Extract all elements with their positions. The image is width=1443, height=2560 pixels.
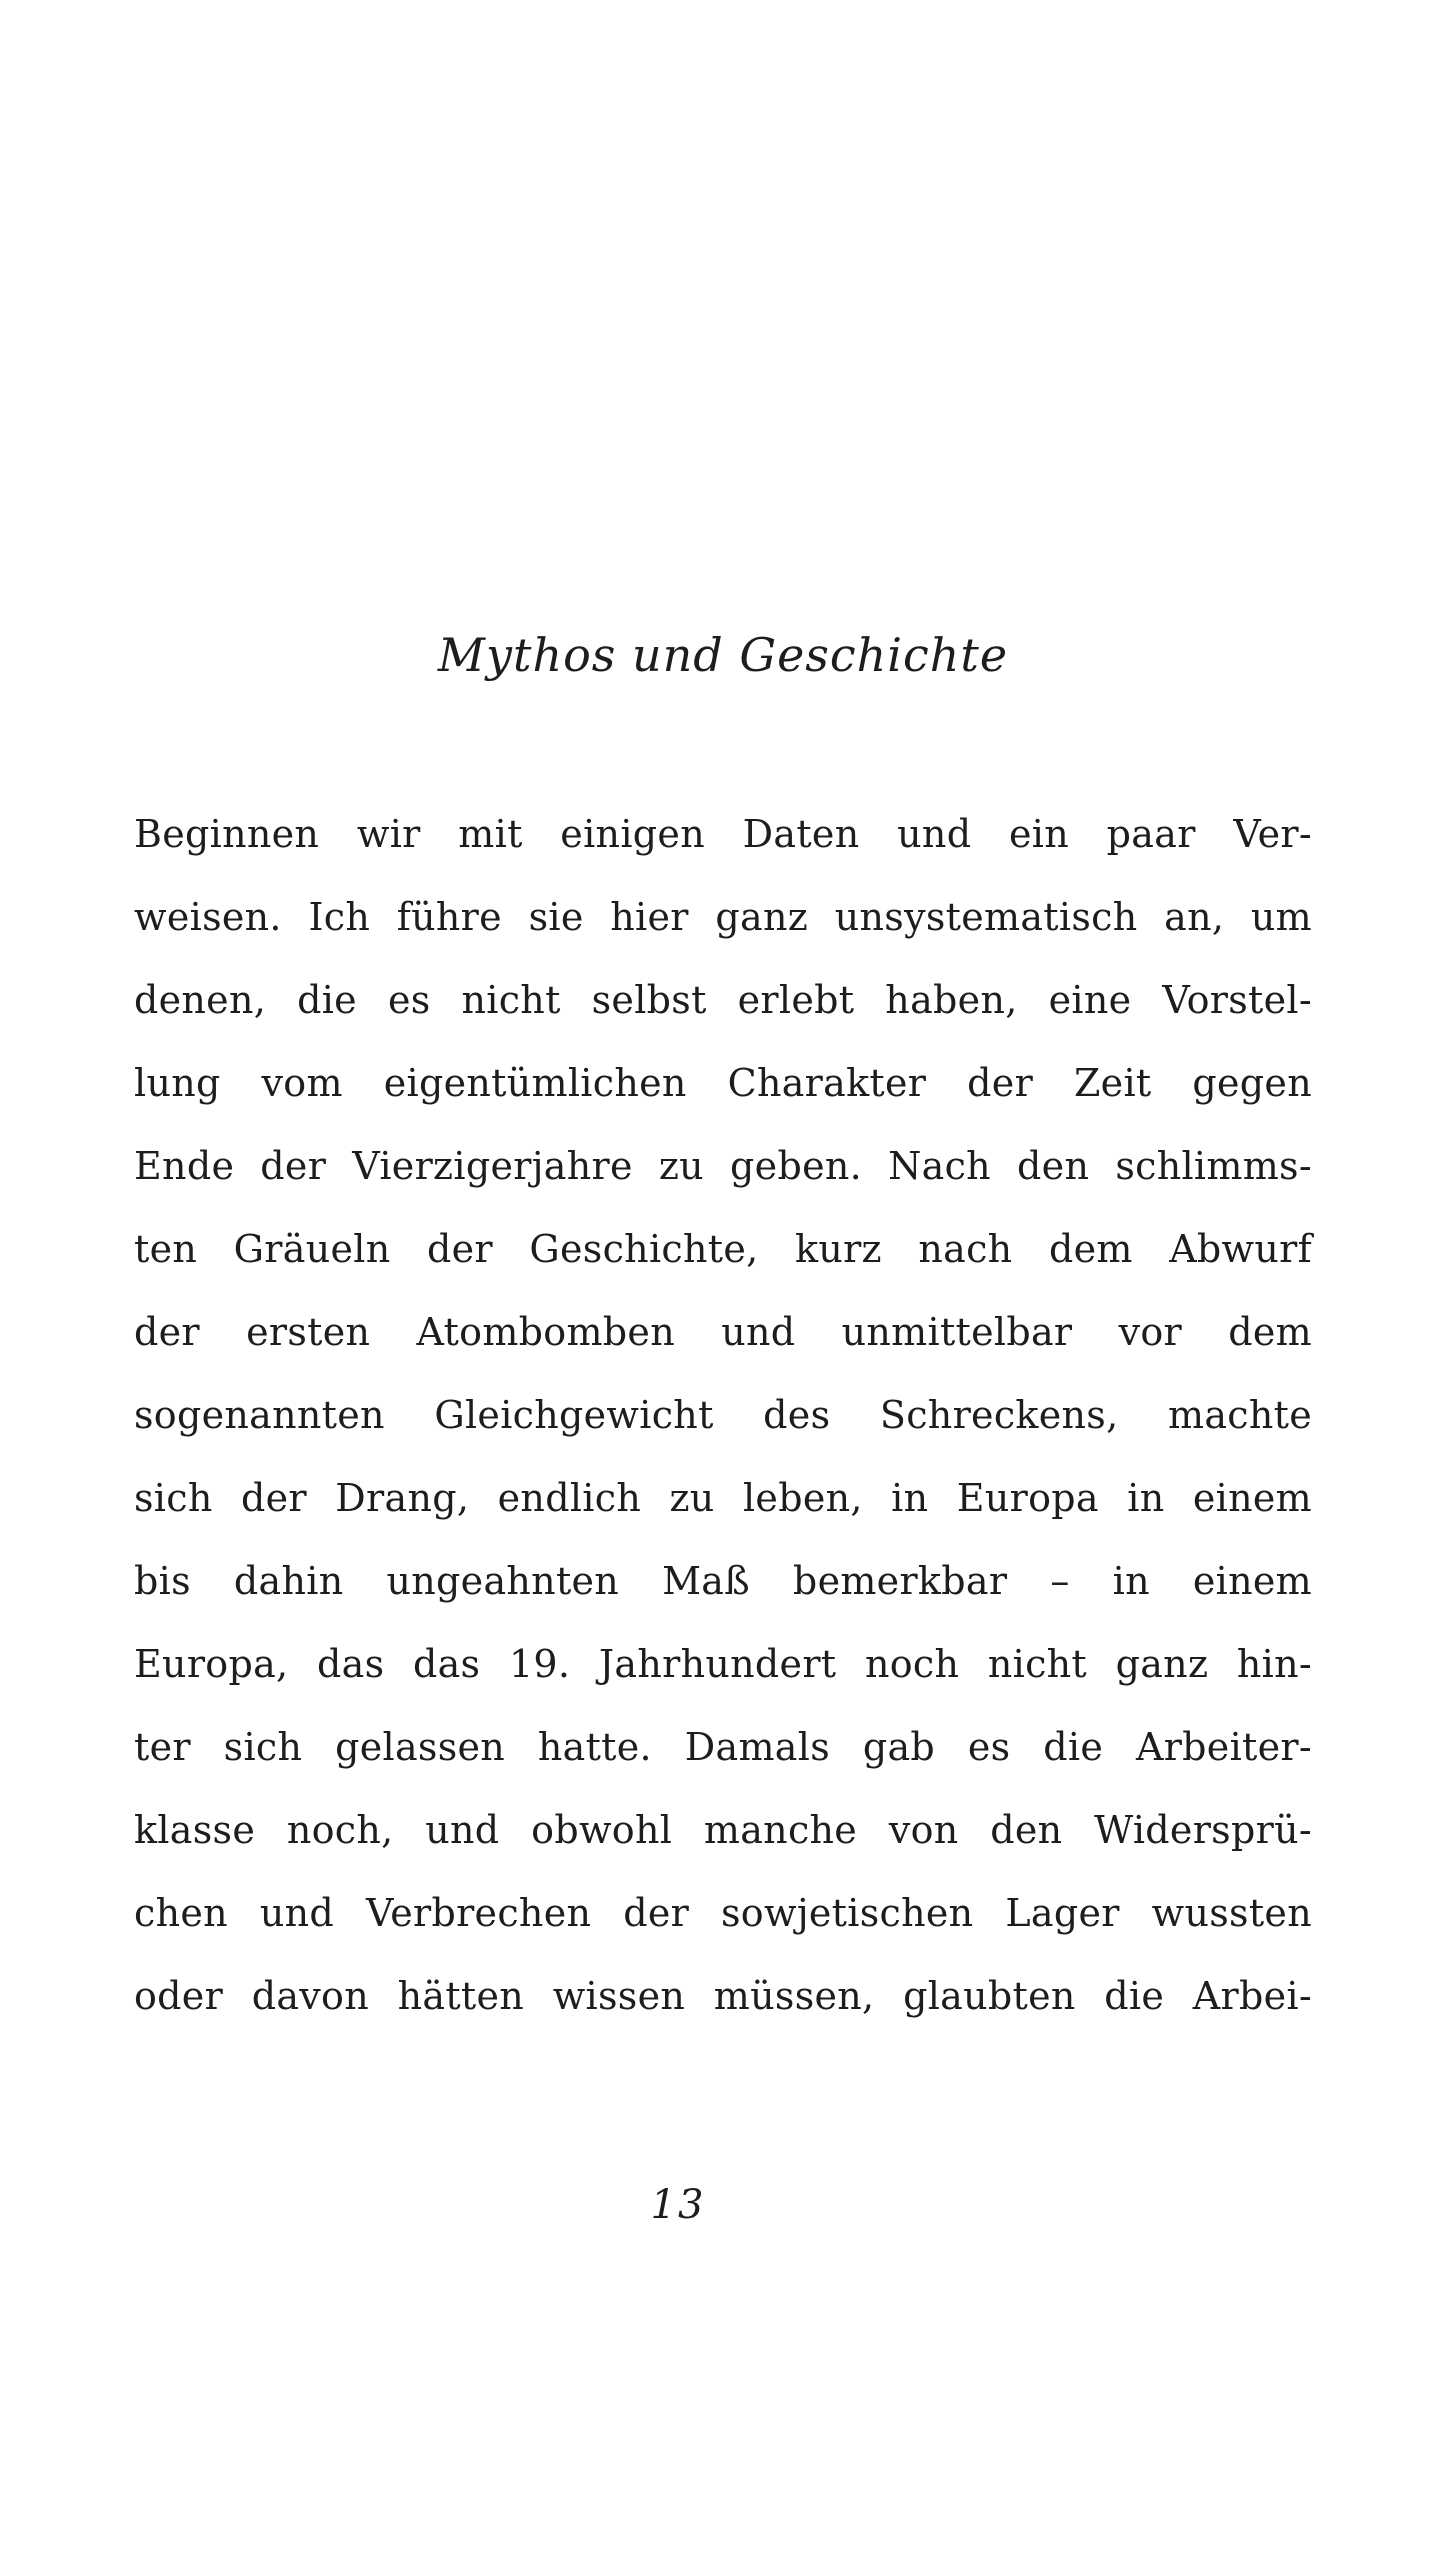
text-line: sogenannten Gleichgewicht des Schreckens, machte [134,1393,1312,1437]
text-line: sich der Drang, endlich zu leben, in Europa in einem [134,1476,1312,1520]
text-line: Beginnen wir mit einigen Daten und ein paar Ver- [134,812,1312,856]
text-line: Europa, das das 19. Jahrhundert noch nicht ganz hin- [134,1642,1312,1686]
text-line: Ende der Vierzigerjahre zu geben. Nach den schlimms- [134,1144,1312,1188]
text-line: der ersten Atombomben und unmittelbar vor dem [134,1310,1312,1354]
paragraph [134,793,1312,2038]
page-number: 13 [650,2182,706,2228]
text-line: oder davon hätten wissen müssen, glaubten die Arbei- [134,1974,1312,2018]
chapter-title: Mythos und Geschichte [437,628,1009,682]
text-line: ter sich gelassen hatte. Damals gab es die Arbeiter- [134,1725,1312,1769]
text-line: weisen. Ich führe sie hier ganz unsystematisch an, um [134,895,1312,939]
text-line: lung vom eigentümlichen Charakter der Zeit gegen [134,1061,1312,1105]
text-line: ten Gräueln der Geschichte, kurz nach dem Abwurf [134,1227,1312,1271]
text-line: bis dahin ungeahnten Maß bemerkbar – in einem [134,1559,1312,1603]
text-line: klasse noch, und obwohl manche von den Widersprü- [134,1808,1312,1852]
text-line: denen, die es nicht selbst erlebt haben, eine Vorstel- [134,978,1312,1022]
text-line: chen und Verbrechen der sowjetischen Lager wussten [134,1891,1312,1935]
